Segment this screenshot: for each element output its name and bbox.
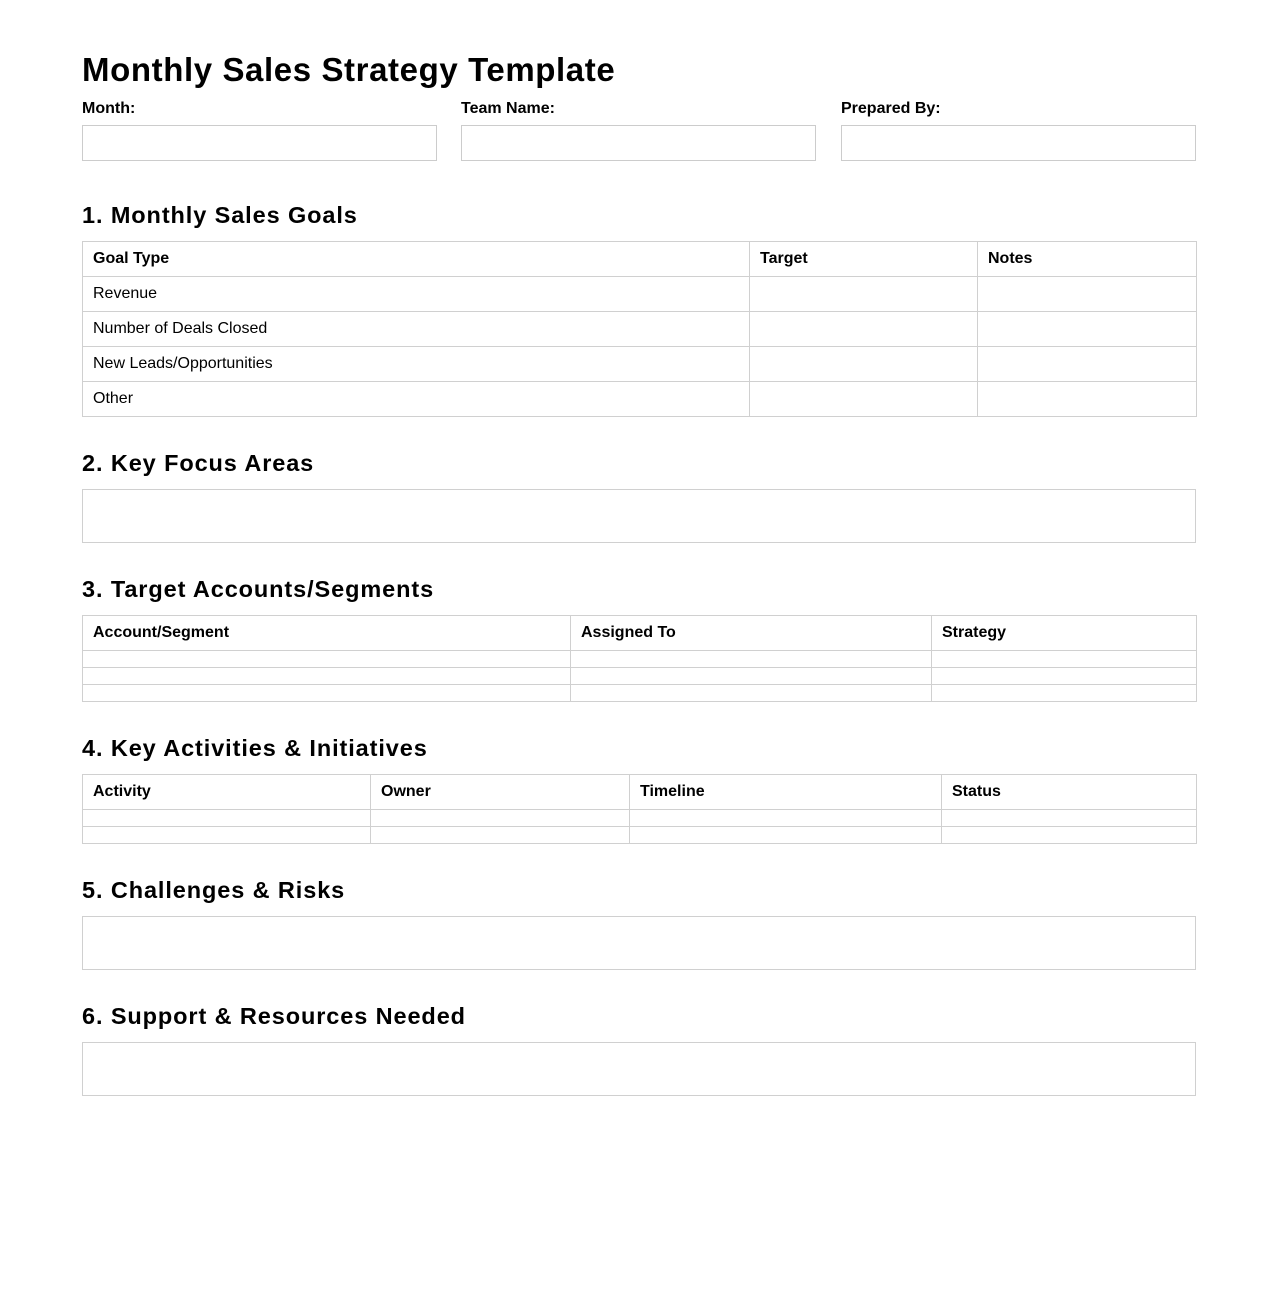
goal-type-cell: Other [83, 382, 750, 417]
target-cell[interactable] [750, 312, 978, 347]
table-row [83, 827, 1197, 844]
table-header-row [83, 775, 1197, 810]
prepared-by-field-group [841, 100, 1196, 120]
assigned-to-cell[interactable] [571, 651, 932, 668]
table-row [83, 347, 1197, 382]
team-name-label: Team Name: [461, 100, 555, 117]
column-header-timeline: Timeline [630, 775, 942, 810]
activity-cell[interactable] [83, 810, 371, 827]
timeline-cell[interactable] [630, 827, 942, 844]
status-cell[interactable] [942, 827, 1197, 844]
page-title: Monthly Sales Strategy Template [82, 51, 616, 88]
assigned-to-cell[interactable] [571, 668, 932, 685]
month-input[interactable] [82, 125, 437, 161]
goal-type-cell: Revenue [83, 277, 750, 312]
column-header-owner: Owner [371, 775, 630, 810]
table-row [83, 651, 1197, 668]
goals-table [82, 241, 1197, 417]
key-activities-table [82, 774, 1197, 844]
prepared-by-input[interactable] [841, 125, 1196, 161]
activity-cell[interactable] [83, 827, 371, 844]
notes-cell[interactable] [978, 277, 1197, 312]
goal-type-cell: New Leads/Opportunities [83, 347, 750, 382]
column-header-account-segment: Account/Segment [83, 616, 571, 651]
owner-cell[interactable] [371, 810, 630, 827]
section-title-support-resources: 6. Support & Resources Needed [82, 1003, 466, 1029]
table-row [83, 312, 1197, 347]
section-title-target-accounts: 3. Target Accounts/Segments [82, 576, 435, 602]
notes-cell[interactable] [978, 382, 1197, 417]
owner-cell[interactable] [371, 827, 630, 844]
account-segment-cell[interactable] [83, 651, 571, 668]
section-title-challenges-risks: 5. Challenges & Risks [82, 877, 346, 903]
table-row [83, 668, 1197, 685]
table-row [83, 810, 1197, 827]
table-header-row [83, 242, 1197, 277]
support-resources-textbox[interactable] [82, 1042, 1196, 1096]
target-accounts-table [82, 615, 1197, 702]
column-header-status: Status [942, 775, 1197, 810]
table-row [83, 685, 1197, 702]
section-title-goals: 1. Monthly Sales Goals [82, 202, 358, 228]
table-row [83, 382, 1197, 417]
month-field-group [82, 100, 437, 120]
team-name-field-group [461, 100, 816, 120]
section-title-focus-areas: 2. Key Focus Areas [82, 450, 315, 476]
account-segment-cell[interactable] [83, 668, 571, 685]
column-header-target: Target [750, 242, 978, 277]
column-header-notes: Notes [978, 242, 1197, 277]
strategy-cell[interactable] [932, 651, 1197, 668]
team-name-input[interactable] [461, 125, 816, 161]
assigned-to-cell[interactable] [571, 685, 932, 702]
header-fields [82, 100, 1196, 162]
target-cell[interactable] [750, 382, 978, 417]
target-cell[interactable] [750, 347, 978, 382]
strategy-cell[interactable] [932, 685, 1197, 702]
notes-cell[interactable] [978, 347, 1197, 382]
column-header-goal-type: Goal Type [83, 242, 750, 277]
table-header-row [83, 616, 1197, 651]
focus-areas-textbox[interactable] [82, 489, 1196, 543]
challenges-risks-textbox[interactable] [82, 916, 1196, 970]
strategy-cell[interactable] [932, 668, 1197, 685]
account-segment-cell[interactable] [83, 685, 571, 702]
column-header-activity: Activity [83, 775, 371, 810]
timeline-cell[interactable] [630, 810, 942, 827]
status-cell[interactable] [942, 810, 1197, 827]
column-header-assigned-to: Assigned To [571, 616, 932, 651]
prepared-by-label: Prepared By: [841, 100, 941, 117]
goal-type-cell: Number of Deals Closed [83, 312, 750, 347]
target-cell[interactable] [750, 277, 978, 312]
column-header-strategy: Strategy [932, 616, 1197, 651]
table-row [83, 277, 1197, 312]
notes-cell[interactable] [978, 312, 1197, 347]
month-label: Month: [82, 100, 136, 117]
section-title-key-activities: 4. Key Activities & Initiatives [82, 735, 428, 761]
